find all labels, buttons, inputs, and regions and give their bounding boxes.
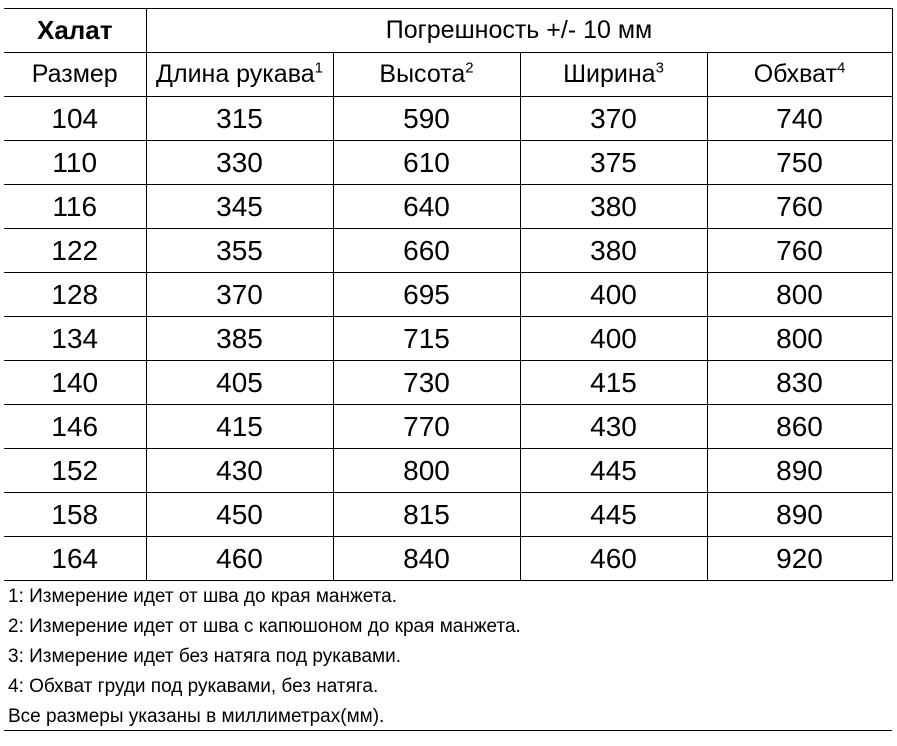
table-row <box>4 317 892 361</box>
table-cell: 375 <box>520 141 707 185</box>
table-cell: 840 <box>333 537 520 581</box>
footnote-marker: 3 <box>655 59 664 77</box>
table-cell: 450 <box>146 493 333 537</box>
table-title: Халат <box>4 9 146 53</box>
footnotes <box>4 580 892 731</box>
footnote-marker: 1 <box>314 59 323 77</box>
table-cell: 660 <box>333 229 520 273</box>
table-cell: 415 <box>520 361 707 405</box>
table-cell: 415 <box>146 405 333 449</box>
table-cell: 330 <box>146 141 333 185</box>
footnote-marker: 4 <box>836 59 846 77</box>
tolerance-header: Погрешность +/- 10 мм <box>146 9 892 53</box>
table-cell: 385 <box>146 317 333 361</box>
size-cell: 134 <box>4 317 146 361</box>
table-cell: 815 <box>333 493 520 537</box>
table-row <box>4 273 892 317</box>
table-row <box>4 449 892 493</box>
table-row <box>4 141 892 185</box>
table-cell: 760 <box>707 185 892 229</box>
table-cell: 355 <box>146 229 333 273</box>
footnote: 3: Измерение идет без натяга под рукавами. <box>8 646 401 667</box>
table-row <box>4 405 892 449</box>
table-row <box>4 185 892 229</box>
table-cell: 430 <box>520 405 707 449</box>
table-cell: 345 <box>146 185 333 229</box>
table-cell: 610 <box>333 141 520 185</box>
size-cell: 140 <box>4 361 146 405</box>
size-cell: 104 <box>4 97 146 141</box>
table-cell: 715 <box>333 317 520 361</box>
column-header-label: Ширина <box>563 60 656 88</box>
table-cell: 380 <box>520 229 707 273</box>
footnote: 4: Обхват груди под рукавами, без натяга. <box>8 676 379 697</box>
size-cell: 152 <box>4 449 146 493</box>
table-cell: 380 <box>520 185 707 229</box>
table-row <box>4 537 892 581</box>
table-cell: 460 <box>520 537 707 581</box>
column-header-label: Высота <box>379 60 466 88</box>
table-cell: 370 <box>146 273 333 317</box>
table-cell: 590 <box>333 97 520 141</box>
table-row <box>4 493 892 537</box>
table-cell: 460 <box>146 537 333 581</box>
column-header-size <box>4 53 146 97</box>
footnote: 1: Измерение идет от шва до края манжета. <box>8 586 397 607</box>
table-cell: 890 <box>707 493 892 537</box>
table-cell: 730 <box>333 361 520 405</box>
table-cell: 830 <box>707 361 892 405</box>
table-row <box>4 97 892 141</box>
table-cell: 800 <box>707 317 892 361</box>
table-cell: 315 <box>146 97 333 141</box>
table-cell: 640 <box>333 185 520 229</box>
column-header-sleeve-length <box>146 53 333 97</box>
table-row <box>4 361 892 405</box>
table-cell: 445 <box>520 449 707 493</box>
size-cell: 110 <box>4 141 146 185</box>
column-header-height <box>333 53 520 97</box>
table-cell: 800 <box>707 273 892 317</box>
table-title-row <box>4 9 892 53</box>
column-header-row <box>4 53 892 97</box>
footnote-marker: 2 <box>465 59 474 77</box>
footnote: 2: Измерение идет от шва с капюшоном до края манжета. <box>8 616 521 637</box>
size-cell: 128 <box>4 273 146 317</box>
table-cell: 400 <box>520 317 707 361</box>
size-cell: 158 <box>4 493 146 537</box>
table-cell: 695 <box>333 273 520 317</box>
column-header-label: Обхват <box>753 60 837 88</box>
table-cell: 400 <box>520 273 707 317</box>
table-cell: 370 <box>520 97 707 141</box>
table-cell: 405 <box>146 361 333 405</box>
size-cell: 164 <box>4 537 146 581</box>
size-cell: 122 <box>4 229 146 273</box>
table-row <box>4 229 892 273</box>
column-header-width <box>520 53 707 97</box>
size-cell: 146 <box>4 405 146 449</box>
table-cell: 430 <box>146 449 333 493</box>
table-cell: 740 <box>707 97 892 141</box>
table-cell: 760 <box>707 229 892 273</box>
size-cell: 116 <box>4 185 146 229</box>
table-cell: 920 <box>707 537 892 581</box>
table-cell: 890 <box>707 449 892 493</box>
size-table <box>4 8 893 581</box>
table-cell: 445 <box>520 493 707 537</box>
column-header-girth <box>707 53 892 97</box>
table-cell: 750 <box>707 141 892 185</box>
footnote: Все размеры указаны в миллиметрах(мм). <box>4 701 892 731</box>
table-cell: 770 <box>333 405 520 449</box>
column-header-label: Размер <box>31 60 118 88</box>
table-cell: 800 <box>333 449 520 493</box>
column-header-label: Длина рукава <box>156 60 315 88</box>
table-cell: 860 <box>707 405 892 449</box>
